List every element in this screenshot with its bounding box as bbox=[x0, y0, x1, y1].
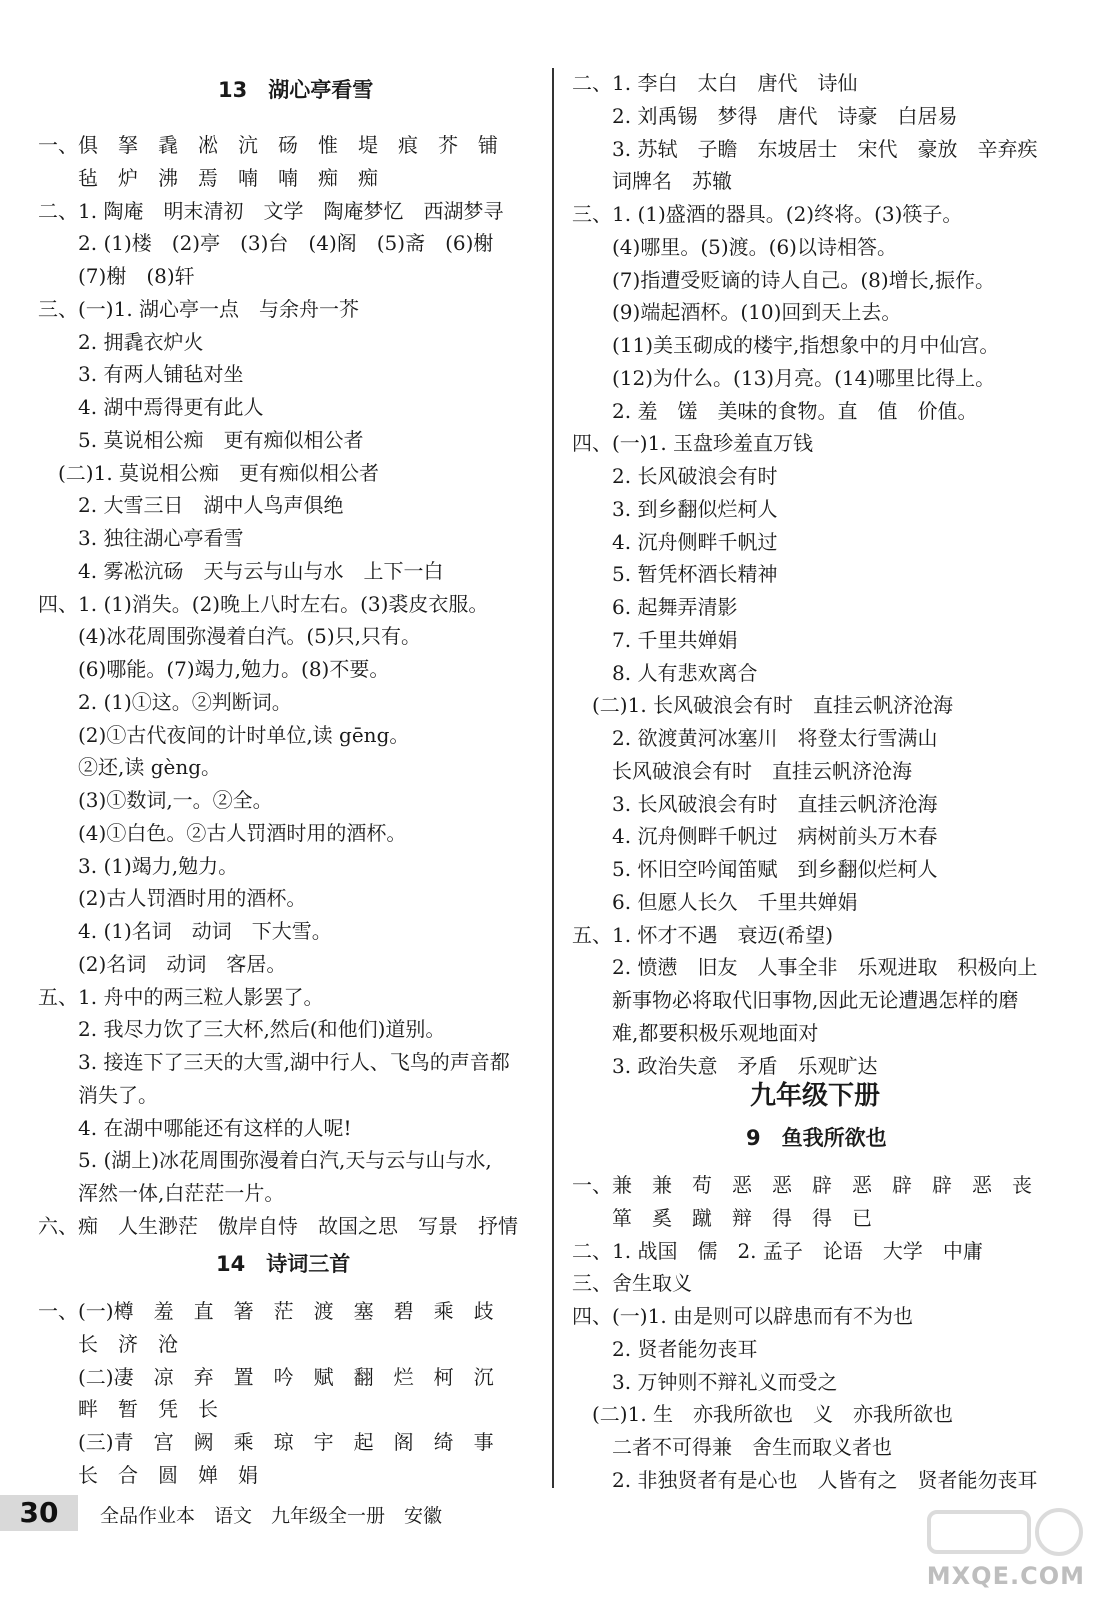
answer-line: 难,都要积极乐观地面对 bbox=[572, 1020, 819, 1045]
page-number: 30 bbox=[0, 1495, 78, 1531]
answer-line: (二)1. 长风破浪会有时 直挂云帆济沧海 bbox=[572, 693, 954, 718]
answer-line: 2. 我尽力饮了三大杯,然后(和他们)道别。 bbox=[38, 1017, 446, 1042]
answer-line: 3. 长风破浪会有时 直挂云帆济沧海 bbox=[572, 791, 938, 816]
answer-line: 4. (1)名词 动词 下大雪。 bbox=[38, 919, 332, 943]
answer-line: 3. 独往湖心亭看雪 bbox=[38, 526, 244, 550]
answer-line: 五、1. 怀才不遇 衰迈(希望) bbox=[572, 922, 834, 947]
answer-line: 5. 暂凭杯酒长精神 bbox=[572, 562, 778, 587]
answer-line: 2. 欲渡黄河冰塞川 将登太行雪满山 bbox=[572, 726, 938, 750]
answer-line: 箪 奚 蹴 辩 得 得 已 bbox=[572, 1205, 872, 1230]
answer-line: 4. 雾凇沆砀 天与云与山与水 上下一白 bbox=[38, 558, 444, 583]
answer-line: (4)冰花周围弥漫着白汽。(5)只,只有。 bbox=[38, 624, 422, 649]
watermark-text: MXQE.COM bbox=[926, 1562, 1085, 1590]
answer-line: 四、(一)1. 玉盘珍羞直万钱 bbox=[572, 431, 814, 456]
answer-line: 4. 沉舟侧畔千帆过 bbox=[572, 529, 778, 554]
answer-line: 2. 拥毳衣炉火 bbox=[38, 329, 204, 354]
answer-line: 二者不可得兼 舍生而取义者也 bbox=[572, 1435, 892, 1459]
answer-line: 消失了。 bbox=[38, 1082, 158, 1107]
answer-line: 5. 莫说相公痴 更有痴似相公者 bbox=[38, 427, 364, 452]
answer-line: (7)指遭受贬谪的诗人自己。(8)增长,振作。 bbox=[572, 267, 996, 292]
answer-line: 三、1. (1)盛酒的器具。(2)终将。(3)筷子。 bbox=[572, 202, 963, 226]
answer-line: 长风破浪会有时 直挂云帆济沧海 bbox=[572, 758, 912, 783]
grade-title: 九年级下册 bbox=[750, 1081, 881, 1111]
answer-line: 2. 刘禹锡 梦得 唐代 诗豪 白居易 bbox=[572, 103, 958, 128]
answer-line: 一、俱 拏 毳 凇 沆 砀 惟 堤 痕 芥 铺 bbox=[38, 133, 498, 157]
answer-line: 5. 怀旧空吟闻笛赋 到乡翻似烂柯人 bbox=[572, 857, 938, 881]
answer-line: 一、兼 兼 苟 恶 恶 辟 恶 辟 辟 恶 丧 bbox=[572, 1173, 1032, 1197]
answer-line: 3. 有两人铺毡对坐 bbox=[38, 362, 244, 387]
answer-line: 3. 苏轼 子瞻 东坡居士 宋代 豪放 辛弃疾 bbox=[572, 136, 1038, 161]
answer-line: 六、痴 人生渺茫 傲岸自恃 故国之思 写景 抒情 bbox=[38, 1213, 518, 1238]
answer-line: 3. 到乡翻似烂柯人 bbox=[572, 496, 778, 521]
answer-line: 2. 羞 馐 美味的食物。直 值 价值。 bbox=[572, 398, 978, 423]
column-divider bbox=[552, 68, 554, 1488]
answer-line: 3. 政治失意 矛盾 乐观旷达 bbox=[572, 1053, 878, 1078]
page-footer bbox=[0, 1495, 540, 1535]
answer-line: 4. 湖中焉得更有此人 bbox=[38, 395, 264, 419]
answer-line: 二、1. 战国 儒 2. 孟子 论语 大学 中庸 bbox=[572, 1238, 983, 1263]
answer-line: 6. 但愿人长久 千里共婵娟 bbox=[572, 889, 858, 914]
answer-line: 3. 接连下了三天的大雪,湖中行人、飞鸟的声音都 bbox=[38, 1050, 510, 1074]
answer-line: (12)为什么。(13)月亮。(14)哪里比得上。 bbox=[572, 365, 996, 390]
answer-line: (2)名词 动词 客居。 bbox=[38, 951, 287, 976]
answer-line: 2. 贤者能勿丧耳 bbox=[572, 1336, 758, 1361]
section-9-title: 9 鱼我所欲也 bbox=[746, 1126, 887, 1150]
answer-line: 浑然一体,白茫茫一片。 bbox=[38, 1181, 285, 1205]
answer-line: 3. 万钟则不辩礼义而受之 bbox=[572, 1369, 838, 1394]
answer-line: 2. 非独贤者有是心也 人皆有之 贤者能勿丧耳 bbox=[572, 1467, 1038, 1492]
answer-line: (二)1. 莫说相公痴 更有痴似相公者 bbox=[38, 460, 380, 485]
answer-line: 新事物必将取代旧事物,因此无论遭遇怎样的磨 bbox=[572, 988, 1019, 1012]
answer-line: 7. 千里共婵娟 bbox=[572, 627, 738, 652]
answer-line: 二、1. 陶庵 明末清初 文学 陶庵梦忆 西湖梦寻 bbox=[38, 198, 504, 223]
answer-line: 5. (湖上)冰花周围弥漫着白汽,天与云与山与水, bbox=[38, 1148, 492, 1173]
answer-line: (三)青 宫 阙 乘 琼 宇 起 阁 绮 事 bbox=[38, 1430, 494, 1454]
answer-line: (7)榭 (8)轩 bbox=[38, 264, 195, 288]
answer-line: (4)哪里。(5)渡。(6)以诗相答。 bbox=[572, 234, 897, 259]
answer-line: 二、1. 李白 太白 唐代 诗仙 bbox=[572, 71, 858, 95]
answer-line: (2)古人罚酒时用的酒杯。 bbox=[38, 886, 307, 911]
answer-line: 3. (1)竭力,勉力。 bbox=[38, 853, 239, 878]
answer-line: 三、舍生取义 bbox=[572, 1271, 692, 1296]
answer-line: (3)①数词,一。②全。 bbox=[38, 788, 273, 812]
answer-line: (9)端起酒杯。(10)回到天上去。 bbox=[572, 300, 902, 325]
answer-line: 四、1. (1)消失。(2)晚上八时左右。(3)裘皮衣服。 bbox=[38, 591, 489, 616]
answer-line: 词牌名 苏辙 bbox=[572, 169, 732, 194]
answer-line: 四、(一)1. 由是则可以辟患而有不为也 bbox=[572, 1304, 914, 1328]
answer-line: 三、(一)1. 湖心亭一点 与余舟一芥 bbox=[38, 296, 360, 321]
section-14-title: 14 诗词三首 bbox=[216, 1252, 351, 1276]
answer-line: 2. 愤懑 旧友 人事全非 乐观进取 积极向上 bbox=[572, 955, 1038, 980]
answer-line: 2. (1)楼 (2)亭 (3)台 (4)阁 (5)斋 (6)榭 bbox=[38, 231, 494, 256]
answer-line: 2. 长风破浪会有时 bbox=[572, 464, 778, 488]
answer-line: 一、(一)樽 羞 直 箸 茫 渡 塞 碧 乘 歧 bbox=[38, 1299, 494, 1323]
answer-line: 五、1. 舟中的两三粒人影罢了。 bbox=[38, 984, 324, 1009]
answer-line: 长 济 沧 bbox=[38, 1331, 178, 1356]
answer-line: ②还,读 gèng。 bbox=[38, 755, 222, 780]
answer-line: 4. 沉舟侧畔千帆过 病树前头万木春 bbox=[572, 824, 938, 849]
answer-line: 畔 暂 凭 长 bbox=[38, 1397, 218, 1422]
answer-line: 长 合 圆 婵 娟 bbox=[38, 1462, 258, 1487]
answer-line: 8. 人有悲欢离合 bbox=[572, 660, 758, 685]
answer-line: 毡 炉 沸 焉 喃 喃 痴 痴 bbox=[38, 165, 378, 190]
answer-line: (6)哪能。(7)竭力,勉力。(8)不要。 bbox=[38, 657, 390, 681]
answer-line: (2)①古代夜间的计时单位,读 gēng。 bbox=[38, 722, 410, 747]
answer-line: 6. 起舞弄清影 bbox=[572, 595, 738, 619]
answer-line: (二)1. 生 亦我所欲也 义 亦我所欲也 bbox=[572, 1402, 954, 1427]
section-13-title: 13 湖心亭看雪 bbox=[218, 78, 374, 102]
answer-line: (4)①白色。②古人罚酒时用的酒杯。 bbox=[38, 820, 407, 845]
answer-line: 2. (1)①这。②判断词。 bbox=[38, 689, 292, 714]
footer-text: 全品作业本 语文 九年级全一册 安徽 bbox=[100, 1505, 443, 1527]
answer-line: (11)美玉砌成的楼宇,指想象中的月中仙宫。 bbox=[572, 333, 1000, 357]
answer-line: 2. 大雪三日 湖中人鸟声俱绝 bbox=[38, 493, 344, 518]
answer-line: 4. 在湖中哪能还有这样的人呢! bbox=[38, 1115, 352, 1140]
answer-line: (二)凄 凉 弃 置 吟 赋 翻 烂 柯 沉 bbox=[38, 1364, 494, 1389]
